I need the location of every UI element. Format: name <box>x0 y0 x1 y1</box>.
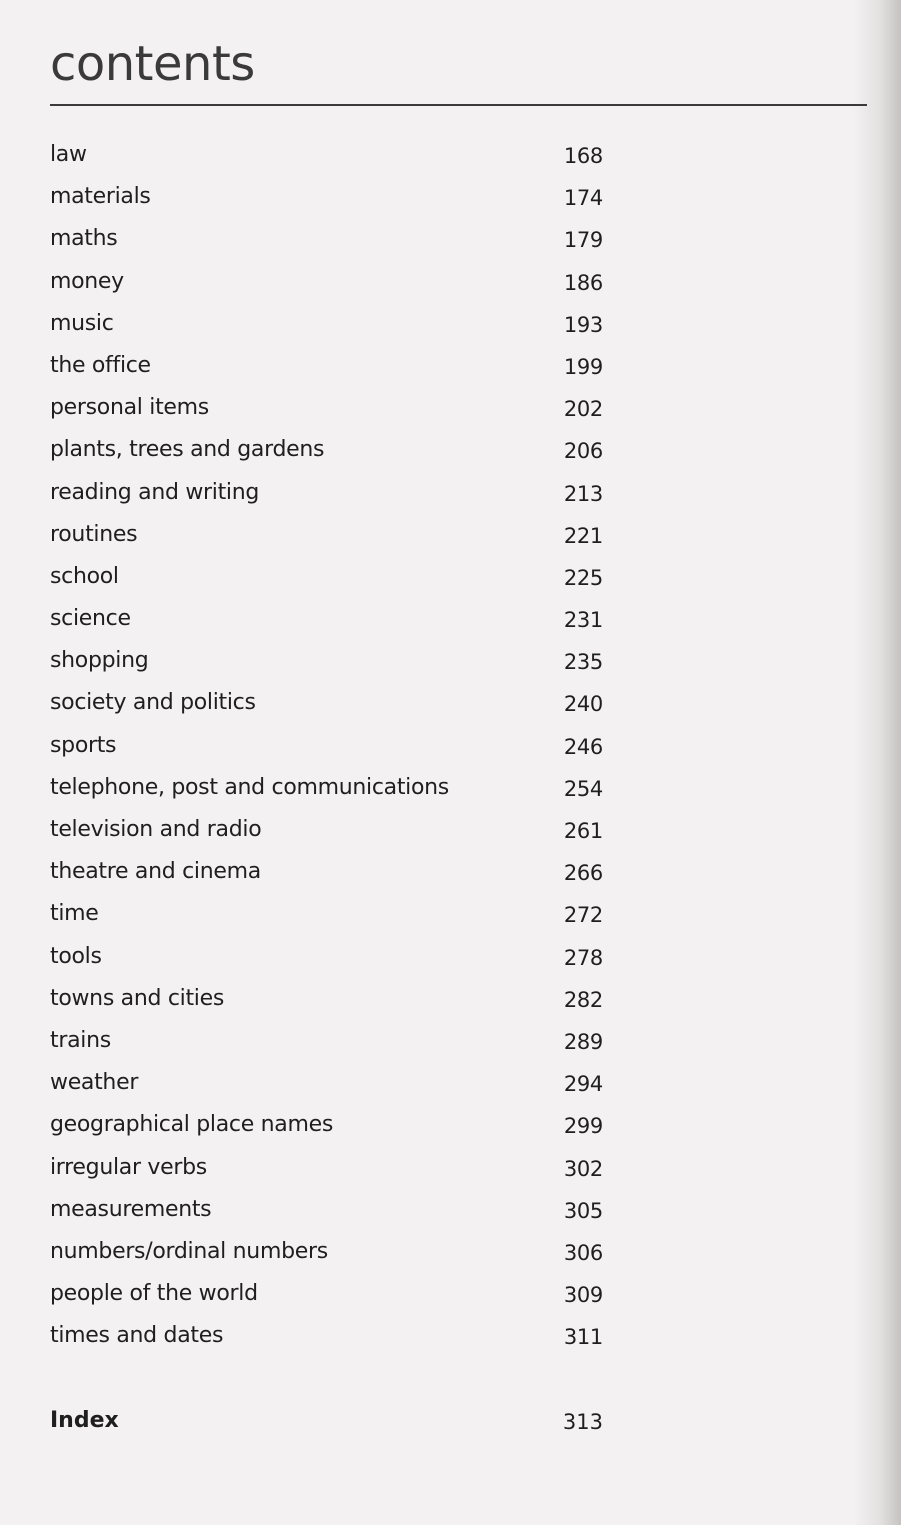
toc-entry-page: 206 <box>563 439 603 464</box>
toc-entry-page: 278 <box>563 945 603 970</box>
toc-entry <box>0 598 901 640</box>
toc-entry <box>0 767 901 809</box>
title-divider <box>50 104 867 106</box>
toc-entry-page: 294 <box>563 1072 603 1097</box>
toc-entry-label: shopping <box>50 648 149 674</box>
toc-entry-page: 305 <box>563 1198 603 1223</box>
toc-entry-page: 235 <box>563 650 603 675</box>
toc-entry-page: 299 <box>563 1114 603 1139</box>
toc-entry-page: 174 <box>563 186 603 211</box>
toc-entry-label: school <box>50 563 119 589</box>
toc-entry <box>0 640 901 682</box>
toc-entry-label: sports <box>50 732 117 758</box>
toc-entry-page: 221 <box>563 523 603 548</box>
toc-entry <box>0 303 901 345</box>
toc-entry <box>0 387 901 429</box>
toc-entry <box>0 1062 901 1104</box>
toc-entry <box>0 978 901 1020</box>
toc-entry <box>0 556 901 598</box>
toc-entry-page: 282 <box>563 987 603 1012</box>
toc-entry <box>0 936 901 978</box>
toc-entry-page: 240 <box>563 692 603 717</box>
toc-entry-label: the office <box>50 352 151 378</box>
index-label: Index <box>50 1408 119 1433</box>
toc-list <box>0 134 901 1357</box>
page-title: contents <box>50 36 255 92</box>
toc-entry-page: 179 <box>563 228 603 253</box>
toc-entry <box>0 682 901 724</box>
toc-entry-page: 309 <box>563 1283 603 1308</box>
toc-entry <box>0 1147 901 1189</box>
toc-entry-label: money <box>50 268 124 294</box>
toc-entry <box>0 1104 901 1146</box>
toc-entry <box>0 176 901 218</box>
toc-entry-label: irregular verbs <box>50 1154 207 1180</box>
toc-entry-label: reading and writing <box>50 479 260 505</box>
toc-entry-page: 246 <box>563 734 603 759</box>
toc-entry-page: 199 <box>563 354 603 379</box>
toc-entry-label: television and radio <box>50 817 262 842</box>
toc-entry-label: plants, trees and gardens <box>50 437 325 463</box>
toc-entry <box>0 472 901 514</box>
toc-entry <box>0 345 901 387</box>
toc-entry-label: personal items <box>50 395 209 421</box>
toc-entry-label: weather <box>50 1070 139 1096</box>
toc-entry-label: times and dates <box>50 1323 224 1349</box>
index-entry <box>0 1400 901 1442</box>
toc-entry-page: 231 <box>563 608 603 633</box>
toc-entry <box>0 1273 901 1315</box>
toc-entry <box>0 1020 901 1062</box>
toc-entry-page: 266 <box>563 861 603 886</box>
toc-entry <box>0 725 901 767</box>
toc-entry-page: 225 <box>563 565 603 590</box>
toc-entry <box>0 134 901 176</box>
toc-entry-page: 254 <box>563 776 603 801</box>
toc-entry-page: 202 <box>563 397 603 422</box>
toc-entry <box>0 218 901 260</box>
index-page: 313 <box>562 1410 603 1434</box>
toc-entry-page: 168 <box>563 144 603 168</box>
toc-entry-page: 311 <box>563 1325 603 1350</box>
toc-entry-label: geographical place names <box>50 1112 333 1138</box>
toc-entry-page: 193 <box>563 312 603 337</box>
toc-entry-page: 302 <box>563 1156 603 1181</box>
toc-entry-label: numbers/ordinal numbers <box>50 1238 328 1264</box>
toc-entry <box>0 1231 901 1273</box>
toc-entry-label: tools <box>50 943 102 969</box>
toc-entry-label: telephone, post and communications <box>50 774 449 800</box>
toc-entry-label: law <box>50 142 87 167</box>
toc-entry-label: theatre and cinema <box>50 859 261 885</box>
toc-entry <box>0 893 901 935</box>
toc-entry-page: 272 <box>563 903 603 928</box>
toc-entry <box>0 1189 901 1231</box>
toc-entry <box>0 261 901 303</box>
toc-entry-page: 261 <box>563 819 603 843</box>
toc-entry-label: routines <box>50 521 138 547</box>
toc-entry-label: measurements <box>50 1196 212 1222</box>
toc-entry <box>0 809 901 851</box>
toc-entry <box>0 851 901 893</box>
toc-entry <box>0 514 901 556</box>
toc-entry <box>0 1315 901 1357</box>
toc-entry-label: society and politics <box>50 690 256 716</box>
toc-entry-page: 186 <box>563 270 603 295</box>
toc-entry-page: 213 <box>563 481 603 506</box>
toc-entry-page: 306 <box>563 1240 603 1265</box>
toc-entry-page: 289 <box>563 1029 603 1054</box>
toc-entry-label: time <box>50 901 99 927</box>
toc-entry-label: music <box>50 310 114 336</box>
toc-entry-label: maths <box>50 226 118 252</box>
toc-entry-label: trains <box>50 1027 111 1053</box>
toc-entry-label: materials <box>50 184 151 210</box>
toc-entry <box>0 429 901 471</box>
toc-entry-label: people of the world <box>50 1281 258 1307</box>
toc-entry-label: science <box>50 606 131 632</box>
toc-entry-label: towns and cities <box>50 985 225 1011</box>
